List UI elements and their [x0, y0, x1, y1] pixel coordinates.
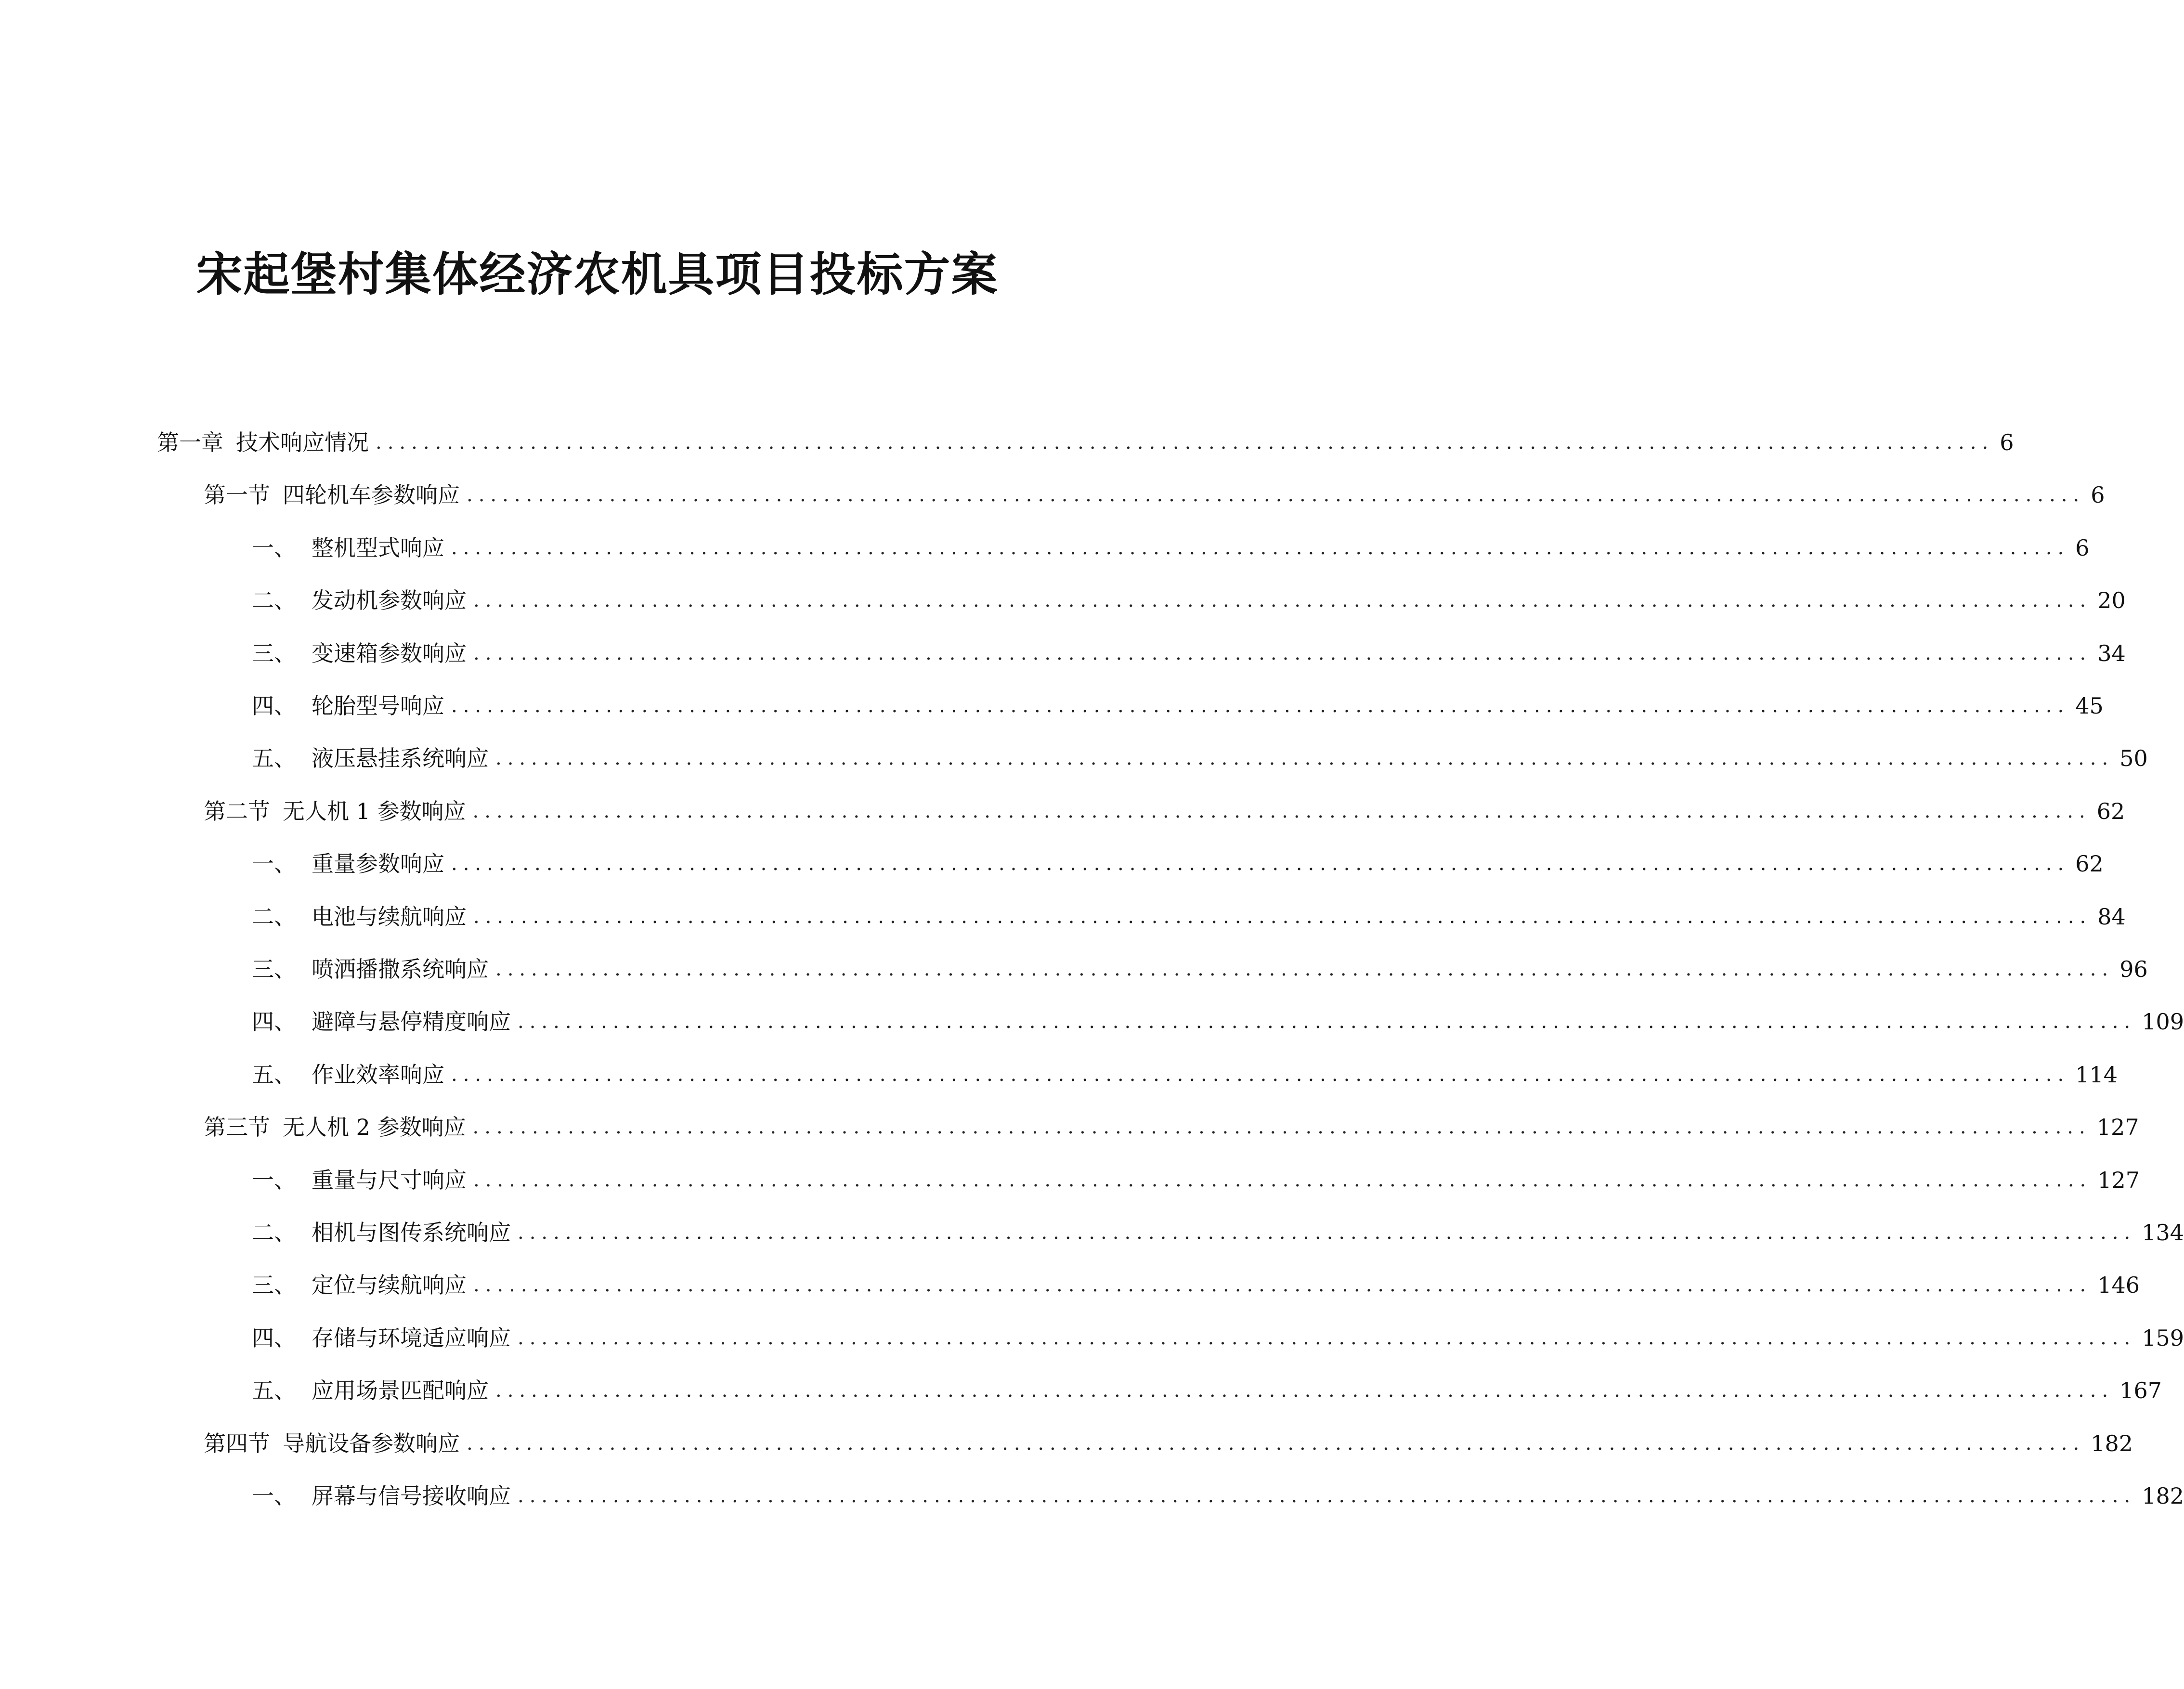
toc-entry-title: 存储与环境适应响应 — [312, 1325, 511, 1351]
toc-subsection[interactable] — [252, 1161, 2140, 1195]
toc-entry-title: 避障与悬停精度响应 — [312, 1009, 511, 1035]
toc-page-number: 134 — [2142, 1220, 2184, 1246]
toc-entry-number: 一、 — [252, 1167, 296, 1193]
toc-entry-number: 一、 — [252, 851, 296, 877]
toc-page-number: 159 — [2142, 1325, 2184, 1351]
toc-subsection[interactable] — [252, 950, 2148, 984]
toc-subsection[interactable] — [252, 1477, 2184, 1511]
toc-page-number: 6 — [2091, 482, 2105, 508]
toc-page-number: 20 — [2097, 587, 2126, 614]
toc-page-number: 84 — [2097, 903, 2126, 930]
toc-entry-number: 三、 — [252, 1272, 296, 1299]
toc-page-number: 34 — [2097, 640, 2126, 666]
toc-entry-number: 四、 — [252, 1009, 296, 1035]
toc-section[interactable] — [204, 793, 2125, 826]
toc-page-number: 146 — [2097, 1272, 2140, 1299]
toc-subsection[interactable] — [252, 1056, 2118, 1090]
toc-entry-title: 重量与尺寸响应 — [312, 1167, 467, 1193]
toc-dot-leader: ........................................................................................................................................ — [451, 695, 2070, 717]
toc-dot-leader: ........................................................................................................................................ — [495, 1379, 2114, 1402]
toc-subsection[interactable] — [252, 1319, 2184, 1353]
toc-dot-leader: ........................................................................................................................................ — [518, 1485, 2136, 1507]
toc-dot-leader: ........................................................................................................................................ — [495, 747, 2114, 770]
toc-page-number: 114 — [2075, 1061, 2118, 1088]
toc-entry-title: 重量参数响应 — [312, 851, 444, 877]
toc-entry-title: 整机型式响应 — [312, 534, 444, 561]
toc-entry-number: 五、 — [252, 745, 296, 772]
toc-page-number: 6 — [2000, 429, 2014, 455]
toc-subsection[interactable] — [252, 898, 2126, 932]
toc-entry-number: 第一章 — [157, 429, 223, 455]
toc-entry-title: 无人机 1 参数响应 — [283, 798, 466, 824]
toc-entry-number: 二、 — [252, 587, 296, 614]
toc-entry-number: 一、 — [252, 1483, 296, 1509]
toc-entry-title: 轮胎型号响应 — [312, 693, 444, 719]
document-title: 宋起堡村集体经济农机具项目投标方案 — [196, 247, 999, 301]
toc-entry-number: 二、 — [252, 903, 296, 930]
toc-section[interactable] — [204, 1425, 2133, 1458]
toc-dot-leader: ........................................................................................................................................ — [473, 589, 2092, 612]
toc-entry-title: 液压悬挂系统响应 — [312, 745, 489, 772]
toc-entry-title: 四轮机车参数响应 — [283, 482, 460, 508]
toc-subsection[interactable] — [252, 1266, 2140, 1300]
toc-dot-leader: ........................................................................................................................................ — [473, 905, 2092, 928]
toc-page-number: 127 — [2096, 1114, 2139, 1141]
toc-page-number: 6 — [2075, 534, 2090, 561]
toc-page-number: 50 — [2119, 745, 2148, 772]
toc-page-number: 182 — [2091, 1430, 2133, 1456]
toc-entry-number: 一、 — [252, 534, 296, 561]
toc-entry-title: 屏幕与信号接收响应 — [312, 1483, 511, 1509]
toc-subsection[interactable] — [252, 845, 2104, 879]
toc-subsection[interactable] — [252, 1214, 2184, 1247]
toc-dot-leader: ........................................................................................................................................ — [451, 1063, 2070, 1086]
toc-dot-leader: ........................................................................................................................................ — [451, 536, 2070, 559]
toc-dot-leader: ........................................................................................................................................ — [473, 642, 2092, 664]
toc-dot-leader: ........................................................................................................................................ — [518, 1011, 2136, 1033]
toc-dot-leader: ........................................................................................................................................ — [495, 958, 2114, 980]
toc-subsection[interactable] — [252, 529, 2090, 563]
toc-dot-leader: ........................................................................................................................................ — [472, 800, 2091, 822]
toc-entry-number: 第三节 — [204, 1114, 270, 1141]
toc-dot-leader: ........................................................................................................................................ — [518, 1326, 2136, 1349]
toc-subsection[interactable] — [252, 1003, 2184, 1037]
toc-entry-title: 应用场景匹配响应 — [312, 1377, 489, 1404]
toc-section[interactable] — [204, 476, 2105, 510]
toc-entry-title: 导航设备参数响应 — [283, 1430, 460, 1456]
toc-entry-number: 四、 — [252, 693, 296, 719]
toc-subsection[interactable] — [252, 687, 2104, 721]
toc-entry-title: 技术响应情况 — [236, 429, 369, 455]
toc-dot-leader: ........................................................................................................................................ — [467, 484, 2085, 507]
toc-entry-title: 发动机参数响应 — [312, 587, 467, 614]
toc-dot-leader: ........................................................................................................................................ — [467, 1432, 2085, 1455]
toc-page-number: 62 — [2096, 798, 2125, 824]
toc-entry-number: 第一节 — [204, 482, 270, 508]
toc-dot-leader: ........................................................................................................................................ — [451, 853, 2070, 875]
toc-dot-leader: ........................................................................................................................................ — [376, 431, 1994, 454]
toc-subsection[interactable] — [252, 1372, 2162, 1405]
toc-entry-number: 四、 — [252, 1325, 296, 1351]
toc-entry-number: 第二节 — [204, 798, 270, 824]
toc-entry-title: 作业效率响应 — [312, 1061, 444, 1088]
toc-dot-leader: ........................................................................................................................................ — [473, 1274, 2092, 1297]
toc-dot-leader: ........................................................................................................................................ — [472, 1116, 2091, 1139]
toc-entry-title: 相机与图传系统响应 — [312, 1220, 511, 1246]
toc-page-number: 109 — [2142, 1009, 2184, 1035]
toc-page-number: 96 — [2119, 956, 2148, 982]
toc-section[interactable] — [204, 1108, 2139, 1142]
toc-entry-title: 定位与续航响应 — [312, 1272, 467, 1299]
toc-dot-leader: ........................................................................................................................................ — [473, 1169, 2092, 1191]
toc-entry-number: 第四节 — [204, 1430, 270, 1456]
toc-entry-number: 五、 — [252, 1061, 296, 1088]
toc-page-number: 45 — [2075, 693, 2104, 719]
toc-chapter[interactable] — [157, 424, 2014, 457]
toc-entry-title: 电池与续航响应 — [312, 903, 467, 930]
toc-page-number: 167 — [2119, 1377, 2162, 1404]
toc-page-number: 182 — [2142, 1483, 2184, 1509]
toc-dot-leader: ........................................................................................................................................ — [518, 1221, 2136, 1244]
toc-subsection[interactable] — [252, 582, 2126, 615]
toc-entry-number: 三、 — [252, 956, 296, 982]
toc-entry-title: 变速箱参数响应 — [312, 640, 467, 666]
toc-entry-number: 五、 — [252, 1377, 296, 1404]
toc-subsection[interactable] — [252, 740, 2148, 773]
toc-page-number: 127 — [2097, 1167, 2140, 1193]
toc-entry-title: 喷洒播撒系统响应 — [312, 956, 489, 982]
toc-subsection[interactable] — [252, 635, 2126, 668]
toc-entry-number: 二、 — [252, 1220, 296, 1246]
toc-page-number: 62 — [2075, 851, 2104, 877]
toc-entry-title: 无人机 2 参数响应 — [283, 1114, 466, 1141]
toc-entry-number: 三、 — [252, 640, 296, 666]
